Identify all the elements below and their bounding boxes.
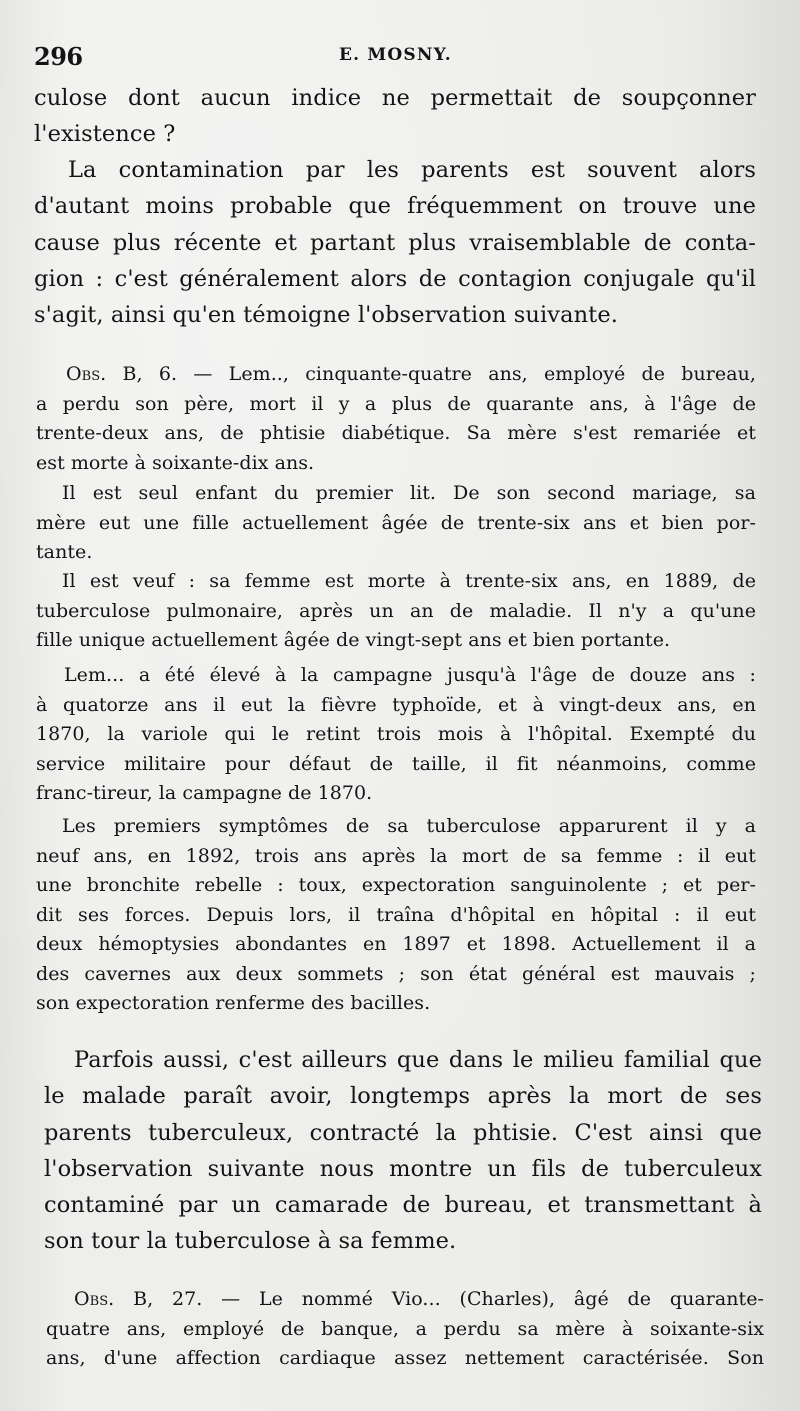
text-line: Les premiers symptômes de sa tuberculose apparurent il y a (62, 815, 756, 837)
text-line: des cavernes aux deux sommets ; son état général est mauvais ; (36, 962, 756, 985)
paragraph-obs-symptomes (36, 812, 756, 1019)
text-line: quatre ans, employé de banque, a perdu sa mère à soixante-six (46, 1317, 764, 1340)
text-line: mère eut une fille actuellement âgée de trente-six ans et bien por- (36, 511, 756, 534)
paragraph-obs-seul-enfant (36, 479, 756, 568)
text-line: culose dont aucun indice ne permettait de soupçonner (34, 85, 756, 111)
text-line: Il est veuf : sa femme est morte à trente-six ans, en 1889, de (62, 570, 756, 592)
text-segment: — Le nommé Vio... (Charles), âgé de quarante- (202, 1288, 764, 1310)
text-line: s'agit, ainsi qu'en témoigne l'observation suivante. (34, 302, 618, 329)
text-line: son expectoration renferme des bacilles. (36, 992, 431, 1014)
text-line: parents tuberculeux, contracté la phtisie. C'est ainsi que (44, 1119, 762, 1146)
text-line: trente-deux ans, de phtisie diabétique. Sa mère s'est remariée et (36, 422, 756, 444)
text-line: est morte à soixante-dix ans. (36, 451, 315, 474)
text-line: service militaire pour défaut de taille, il fit néanmoins, comme (36, 752, 756, 775)
text-line: tante. (36, 541, 93, 563)
text-line: contaminé par un camarade de bureau, et transmettant à (44, 1192, 762, 1219)
text-line (36, 360, 756, 390)
observation-label: Obs. B, 6. (66, 363, 178, 385)
page-header (34, 38, 764, 71)
text-segment: — Lem.., cinquante-quatre ans, employé de bureau, (177, 363, 756, 385)
paragraph-obs-campagne (36, 661, 756, 809)
text-line: d'autant moins probable que fréquemment on trouve une (34, 193, 756, 220)
observation-b27 (46, 1285, 764, 1374)
text-line: Lem... a été élevé à la campagne jusqu'à l'âge de douze ans : (64, 664, 756, 686)
text-line: 1870, la variole qui le retint trois mois à l'hôpital. Exempté du (36, 723, 756, 745)
text-line: gion : c'est généralement alors de contagion conjugale qu'il (34, 265, 756, 292)
observation-b6 (36, 360, 756, 478)
text-line: cause plus récente et partant plus vraisemblable de conta- (34, 229, 756, 256)
text-line: l'existence ? (34, 121, 176, 148)
page-number: 296 (34, 42, 83, 71)
text-line: l'observation suivante nous montre un fils de tuberculeux (44, 1155, 762, 1182)
text-line: neuf ans, en 1892, trois ans après la mort de sa femme : il eut (36, 844, 756, 867)
running-head: E. MOSNY. (339, 45, 452, 65)
paragraph-contamination (34, 152, 756, 333)
text-line: ans, d'une affection cardiaque assez nettement caractérisée. Son (46, 1347, 764, 1369)
text-line: franc-tireur, la campagne de 1870. (36, 782, 373, 804)
text-line: a perdu son père, mort il y a plus de quarante ans, à l'âge de (36, 392, 756, 415)
text-line: deux hémoptysies abondantes en 1897 et 1898. Actuellement il a (36, 933, 756, 955)
text-line: une bronchite rebelle : toux, expectoration sanguinolente ; et per- (36, 874, 756, 896)
text-line: dit ses forces. Depuis lors, il traîna d'hôpital en hôpital : il eut (36, 903, 756, 926)
text-line: Il est seul enfant du premier lit. De son second mariage, sa (62, 482, 756, 504)
text-line: La contamination par les parents est souvent alors (68, 157, 756, 183)
text-line: fille unique actuellement âgée de vingt-sept ans et bien portante. (36, 629, 671, 651)
text-line: son tour la tuberculose à sa femme. (44, 1228, 457, 1255)
paragraph-continuation (34, 80, 756, 153)
text-line: le malade paraît avoir, longtemps après la mort de ses (44, 1083, 762, 1110)
text-line: Parfois aussi, c'est ailleurs que dans le milieu familial que (74, 1047, 762, 1073)
text-line: à quatorze ans il eut la fièvre typhoïde, et à vingt-deux ans, en (36, 693, 756, 716)
observation-label: Obs. B, 27. (74, 1288, 203, 1310)
paragraph-milieu-familial (44, 1042, 762, 1260)
text-line: tuberculose pulmonaire, après un an de maladie. Il n'y a qu'une (36, 599, 756, 622)
paragraph-obs-veuf (36, 567, 756, 656)
text-line (46, 1285, 764, 1315)
